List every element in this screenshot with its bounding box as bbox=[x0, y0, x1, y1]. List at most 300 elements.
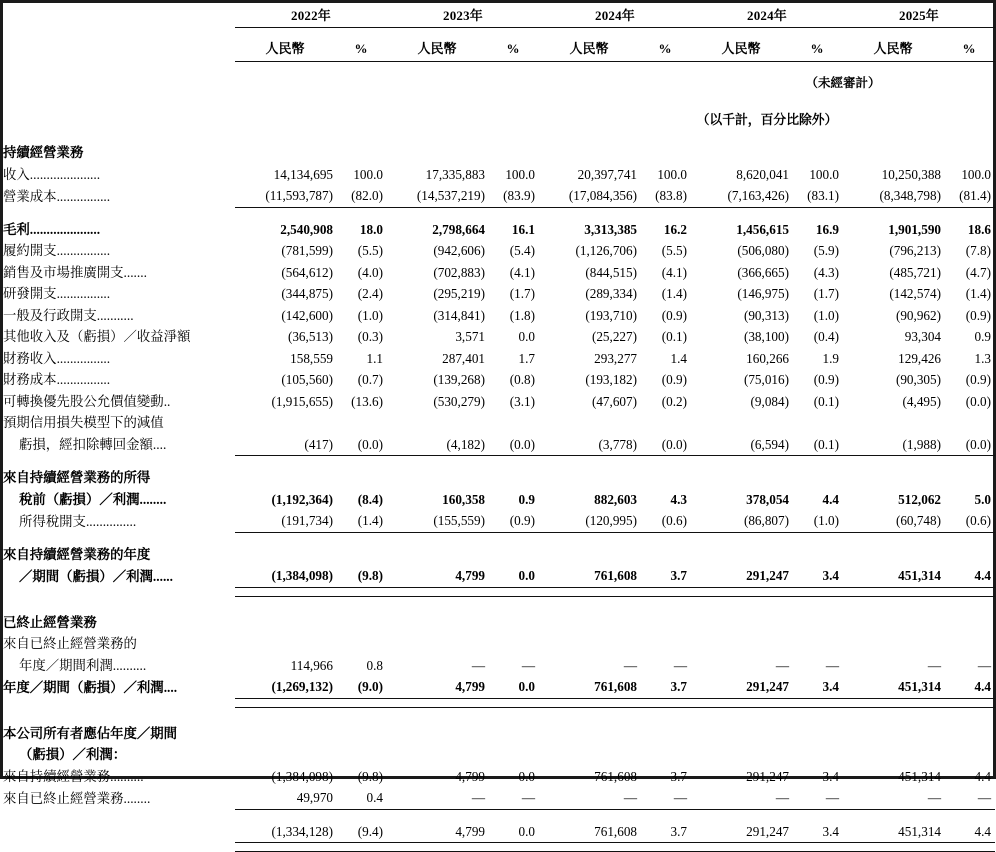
rule-rmb-2024 bbox=[539, 62, 639, 70]
fin-cost-2022-pct: (0.7) bbox=[357, 372, 383, 387]
cont-profit-2023-rmb: 4,799 bbox=[455, 568, 485, 583]
rnd-2024-rmb: (289,334) bbox=[585, 286, 637, 301]
gross-profit-2022-rmb: 2,540,908 bbox=[280, 221, 333, 237]
table-row-pbt-line1 bbox=[3, 467, 995, 489]
units-note-row bbox=[3, 91, 995, 142]
cost-2025i-pct: (81.4) bbox=[959, 188, 991, 203]
rnd-2022-rmb: (344,875) bbox=[281, 286, 333, 301]
gross-profit-2023-pct: 16.1 bbox=[511, 221, 535, 237]
header-year-2023: 2023年 bbox=[443, 8, 483, 23]
rule-pct-2024 bbox=[639, 62, 691, 70]
revenue-2022-pct: 100.0 bbox=[353, 166, 383, 182]
row-label-attributable-discontinued: 來自已終止經營業務........ bbox=[3, 790, 151, 806]
units-note: （以千計，百分比除外） bbox=[696, 113, 838, 127]
cont-profit-2022-rmb: (1,384,098) bbox=[271, 568, 333, 583]
section-continuing-row bbox=[3, 142, 995, 164]
attr-disc-2024i-rmb: — bbox=[775, 790, 789, 805]
ecl-2025i-rmb: (1,988) bbox=[902, 436, 941, 452]
pbt-2022-pct: (8.4) bbox=[357, 491, 383, 507]
tax-2024-pct: (0.6) bbox=[661, 513, 687, 528]
table-row-admin-expenses bbox=[3, 305, 995, 327]
row-label-ecl-line2: 虧損，經扣除轉回金額.... bbox=[19, 437, 167, 452]
header-rmb-2024: 人民幣 bbox=[569, 41, 609, 56]
ecl-2023-rmb: (4,182) bbox=[446, 436, 485, 452]
conv-pref-2024-pct: (0.2) bbox=[661, 393, 687, 409]
attr-cont-2023-pct: 0.0 bbox=[518, 768, 535, 784]
ecl-2024-rmb: (3,778) bbox=[598, 436, 637, 452]
disc-profit-2023-rmb: — bbox=[471, 657, 485, 673]
attr-total-2024-pct: 3.7 bbox=[670, 823, 687, 839]
header-rmb-2023: 人民幣 bbox=[417, 41, 457, 56]
cost-2024i-pct: (83.1) bbox=[807, 188, 839, 203]
fin-income-2023-pct: 1.7 bbox=[518, 350, 535, 366]
attr-total-2024-rmb: 761,608 bbox=[594, 823, 637, 839]
fin-income-2022-rmb: 158,559 bbox=[290, 350, 333, 366]
fulfilment-2024-pct: (5.5) bbox=[661, 243, 687, 258]
fulfilment-2023-rmb: (942,606) bbox=[433, 243, 485, 258]
table-row-attributable-total bbox=[3, 821, 995, 843]
selling-2025i-rmb: (485,721) bbox=[889, 264, 941, 280]
tax-2023-pct: (0.9) bbox=[509, 513, 535, 528]
rule-pct-2025-interim bbox=[943, 62, 995, 70]
cont-profit-2023-pct: 0.0 bbox=[518, 568, 535, 583]
attr-disc-2024-pct: — bbox=[673, 790, 687, 805]
ecl-2024i-pct: (0.1) bbox=[813, 436, 839, 452]
gross-profit-2024i-pct: 16.9 bbox=[815, 221, 839, 237]
row-label-pbt-line2: 稅前（虧損）／利潤........ bbox=[19, 491, 167, 507]
row-label-pbt-line1: 來自持續經營業務的所得 bbox=[3, 470, 151, 485]
rule-year-2024 bbox=[539, 28, 691, 36]
fin-cost-2025i-rmb: (90,305) bbox=[895, 372, 941, 387]
other-income-2023-rmb: 3,571 bbox=[455, 329, 485, 344]
revenue-2022-rmb: 14,134,695 bbox=[273, 166, 333, 182]
period-profit-2023-pct: 0.0 bbox=[518, 679, 535, 694]
row-label-finance-income: 財務收入................ bbox=[3, 350, 111, 366]
rnd-2024i-rmb: (146,975) bbox=[737, 286, 789, 301]
cont-profit-2024-pct: 3.7 bbox=[670, 568, 687, 583]
rule-year-2023 bbox=[387, 28, 539, 36]
conv-pref-2022-pct: (13.6) bbox=[351, 393, 383, 409]
row-label-fulfilment-expenses: 履約開支................ bbox=[3, 243, 111, 258]
revenue-2025i-rmb: 10,250,388 bbox=[881, 166, 941, 182]
row-label-other-income: 其他收入及（虧損）／收益淨額 bbox=[3, 329, 191, 344]
conv-pref-2024i-rmb: (9,084) bbox=[750, 393, 789, 409]
section-continuing-title: 持續經營業務 bbox=[3, 145, 84, 160]
table-row-discontinued-profit-line1 bbox=[3, 633, 995, 655]
cost-2022-rmb: (11,593,787) bbox=[265, 188, 333, 203]
other-income-2022-rmb: (36,513) bbox=[287, 329, 333, 344]
header-rmb-2024-interim: 人民幣 bbox=[721, 41, 761, 56]
row-label-discontinued-profit-line2: 年度／期間利潤.......... bbox=[19, 657, 147, 673]
other-income-2024-pct: (0.1) bbox=[661, 329, 687, 344]
period-profit-2025i-rmb: 451,314 bbox=[898, 679, 941, 694]
header-year-2025-interim: 2025年 bbox=[899, 8, 939, 23]
table-row-rnd-expenses bbox=[3, 283, 995, 305]
row-label-selling-expenses: 銷售及市場推廣開支....... bbox=[3, 264, 147, 280]
table-row-attributable-discontinued bbox=[3, 787, 995, 809]
pbt-2025i-rmb: 512,062 bbox=[898, 491, 941, 507]
admin-2024-pct: (0.9) bbox=[661, 307, 687, 323]
conv-pref-2022-rmb: (1,915,655) bbox=[271, 393, 333, 409]
cont-profit-2024i-rmb: 291,247 bbox=[746, 568, 789, 583]
total-rule-attributable-total bbox=[3, 843, 995, 852]
other-income-2024i-rmb: (38,100) bbox=[743, 329, 789, 344]
fin-cost-2024i-rmb: (75,016) bbox=[743, 372, 789, 387]
rule-year-2024-interim bbox=[691, 28, 843, 36]
gross-profit-2022-pct: 18.0 bbox=[359, 221, 383, 237]
selling-2024i-rmb: (366,665) bbox=[737, 264, 789, 280]
disc-profit-2022-pct: 0.8 bbox=[366, 657, 383, 673]
rule-year-2022 bbox=[235, 28, 387, 36]
attr-total-2022-pct: (9.4) bbox=[357, 823, 383, 839]
gross-profit-2024-rmb: 3,313,385 bbox=[584, 221, 637, 237]
cont-profit-2025i-pct: 4.4 bbox=[974, 568, 991, 583]
fulfilment-2025i-rmb: (796,213) bbox=[889, 243, 941, 258]
admin-2022-pct: (1.0) bbox=[357, 307, 383, 323]
other-income-2024i-pct: (0.4) bbox=[813, 329, 839, 344]
revenue-2025i-pct: 100.0 bbox=[961, 166, 991, 182]
rnd-2022-pct: (2.4) bbox=[357, 286, 383, 301]
attr-cont-2024-pct: 3.7 bbox=[670, 768, 687, 784]
header-year-rule-row bbox=[3, 28, 995, 36]
period-profit-2024-rmb: 761,608 bbox=[594, 679, 637, 694]
table-row-cost-of-sales bbox=[3, 185, 995, 207]
pbt-2024i-pct: 4.4 bbox=[822, 491, 839, 507]
period-profit-2024-pct: 3.7 bbox=[670, 679, 687, 694]
fin-cost-2023-pct: (0.8) bbox=[509, 372, 535, 387]
table-row-attributable-continuing bbox=[3, 766, 995, 788]
other-income-2025i-pct: 0.9 bbox=[974, 329, 991, 344]
admin-2024i-rmb: (90,313) bbox=[743, 307, 789, 323]
rule-rmb-2023 bbox=[387, 62, 487, 70]
conv-pref-2024i-pct: (0.1) bbox=[813, 393, 839, 409]
fin-cost-2022-rmb: (105,560) bbox=[281, 372, 333, 387]
attr-cont-2024i-pct: 3.4 bbox=[822, 768, 839, 784]
cost-2022-pct: (82.0) bbox=[351, 188, 383, 203]
row-label-convertible-pref-fv: 可轉換優先股公允價值變動.. bbox=[3, 393, 171, 409]
section-attributable-row-line2 bbox=[3, 744, 995, 766]
selling-2024i-pct: (4.3) bbox=[813, 264, 839, 280]
attr-total-2024i-pct: 3.4 bbox=[822, 823, 839, 839]
cost-2025i-rmb: (8,348,798) bbox=[879, 188, 941, 203]
attr-cont-2022-rmb: (1,384,098) bbox=[271, 768, 333, 784]
rnd-2024i-pct: (1.7) bbox=[813, 286, 839, 301]
rnd-2024-pct: (1.4) bbox=[661, 286, 687, 301]
tax-2023-rmb: (155,559) bbox=[433, 513, 485, 528]
ecl-2022-rmb: (417) bbox=[304, 436, 333, 452]
selling-2022-pct: (4.0) bbox=[357, 264, 383, 280]
table-row-ecl-line2 bbox=[3, 434, 995, 456]
header-pct-2022: % bbox=[354, 41, 368, 56]
fin-income-2022-pct: 1.1 bbox=[366, 350, 383, 366]
cost-2024-rmb: (17,084,356) bbox=[568, 188, 637, 203]
rnd-2023-pct: (1.7) bbox=[509, 286, 535, 301]
row-label-continuing-profit-line2: ／期間（虧損）／利潤...... bbox=[19, 568, 173, 584]
rnd-2023-rmb: (295,219) bbox=[433, 286, 485, 301]
header-subcolumn-row bbox=[3, 35, 995, 62]
ecl-2023-pct: (0.0) bbox=[509, 436, 535, 452]
fin-cost-2024-rmb: (193,182) bbox=[585, 372, 637, 387]
header-rmb-2022: 人民幣 bbox=[265, 41, 305, 56]
table-row-finance-cost bbox=[3, 369, 995, 391]
pbt-2023-pct: 0.9 bbox=[518, 491, 535, 507]
income-statement-table bbox=[3, 5, 995, 852]
period-profit-2024i-pct: 3.4 bbox=[822, 679, 839, 694]
attr-cont-2025i-rmb: 451,314 bbox=[898, 768, 941, 784]
table-row-period-profit bbox=[3, 676, 995, 698]
admin-2023-pct: (1.8) bbox=[509, 307, 535, 323]
selling-2025i-pct: (4.7) bbox=[965, 264, 991, 280]
fin-cost-2024i-pct: (0.9) bbox=[813, 372, 839, 387]
attr-total-2025i-rmb: 451,314 bbox=[898, 823, 941, 839]
admin-2023-rmb: (314,841) bbox=[433, 307, 485, 323]
other-income-2025i-rmb: 93,304 bbox=[904, 329, 941, 344]
table-row-other-income bbox=[3, 326, 995, 348]
admin-2025i-pct: (0.9) bbox=[965, 307, 991, 323]
gross-profit-2024-pct: 16.2 bbox=[663, 221, 687, 237]
unaudited-note: （未經審計） bbox=[805, 76, 881, 90]
row-label-continuing-profit-line1: 來自持續經營業務的年度 bbox=[3, 546, 151, 562]
cost-2024i-rmb: (7,163,426) bbox=[727, 188, 789, 203]
selling-2024-pct: (4.1) bbox=[661, 264, 687, 280]
attr-cont-2024i-rmb: 291,247 bbox=[746, 768, 789, 784]
attr-cont-2023-rmb: 4,799 bbox=[455, 768, 485, 784]
subtotal-rule-continuing-profit bbox=[3, 532, 995, 540]
tax-2025i-pct: (0.6) bbox=[965, 513, 991, 528]
pbt-2024i-rmb: 378,054 bbox=[746, 491, 789, 507]
rule-year-2025-interim bbox=[843, 28, 995, 36]
rnd-2025i-rmb: (142,574) bbox=[889, 286, 941, 301]
period-profit-2025i-pct: 4.4 bbox=[974, 679, 991, 694]
table-row-continuing-profit-line1 bbox=[3, 544, 995, 566]
attr-cont-2022-pct: (9.8) bbox=[357, 768, 383, 784]
unaudited-note-row bbox=[3, 69, 995, 91]
rule-pct-2023 bbox=[487, 62, 539, 70]
pbt-2023-rmb: 160,358 bbox=[442, 491, 485, 507]
section-discontinued-title: 已終止經營業務 bbox=[3, 614, 97, 630]
attr-disc-2025i-pct: — bbox=[977, 790, 991, 805]
fin-cost-2025i-pct: (0.9) bbox=[965, 372, 991, 387]
gross-profit-2025i-rmb: 1,901,590 bbox=[888, 221, 941, 237]
tax-2025i-rmb: (60,748) bbox=[895, 513, 941, 528]
table-row-income-tax bbox=[3, 510, 995, 532]
table-row-fulfilment-expenses bbox=[3, 240, 995, 262]
total-rule-period-profit bbox=[3, 698, 995, 707]
conv-pref-2025i-rmb: (4,495) bbox=[902, 393, 941, 409]
period-profit-2023-rmb: 4,799 bbox=[455, 679, 485, 694]
gross-profit-2024i-rmb: 1,456,615 bbox=[736, 221, 789, 237]
header-pct-2024-interim: % bbox=[810, 41, 824, 56]
attr-disc-2022-pct: 0.4 bbox=[366, 790, 383, 805]
fulfilment-2024-rmb: (1,126,706) bbox=[575, 243, 637, 258]
header-year-row bbox=[3, 5, 995, 28]
attr-disc-2023-pct: — bbox=[521, 790, 535, 805]
period-profit-2022-rmb: (1,269,132) bbox=[271, 679, 333, 694]
attr-total-2024i-rmb: 291,247 bbox=[746, 823, 789, 839]
admin-2025i-rmb: (90,962) bbox=[895, 307, 941, 323]
table-row-revenue bbox=[3, 164, 995, 186]
selling-2024-rmb: (844,515) bbox=[585, 264, 637, 280]
conv-pref-2023-pct: (3.1) bbox=[509, 393, 535, 409]
row-label-cost-of-sales: 營業成本................ bbox=[3, 188, 111, 204]
conv-pref-2025i-pct: (0.0) bbox=[965, 393, 991, 409]
selling-2022-rmb: (564,612) bbox=[281, 264, 333, 280]
other-income-2022-pct: (0.3) bbox=[357, 329, 383, 344]
admin-2024i-pct: (1.0) bbox=[813, 307, 839, 323]
rule-rmb-2025-interim bbox=[843, 62, 943, 70]
fin-income-2024-pct: 1.4 bbox=[670, 350, 687, 366]
rule-rmb-2024-interim bbox=[691, 62, 791, 70]
admin-2022-rmb: (142,600) bbox=[281, 307, 333, 323]
attr-disc-2022-rmb: 49,970 bbox=[296, 790, 333, 805]
row-label-gross-profit: 毛利..................... bbox=[3, 221, 101, 237]
row-label-finance-cost: 財務成本................ bbox=[3, 372, 111, 387]
revenue-2023-pct: 100.0 bbox=[505, 166, 535, 182]
header-pct-2024: % bbox=[658, 41, 672, 56]
header-year-2022: 2022年 bbox=[291, 8, 331, 23]
total-rule-continuing-profit bbox=[3, 587, 995, 596]
revenue-2024-rmb: 20,397,741 bbox=[577, 166, 637, 182]
disc-profit-2024i-rmb: — bbox=[775, 657, 789, 673]
conv-pref-2024-rmb: (47,607) bbox=[591, 393, 637, 409]
ecl-2025i-pct: (0.0) bbox=[965, 436, 991, 452]
table-row-gross-profit bbox=[3, 219, 995, 241]
row-label-period-profit: 年度／期間（虧損）／利潤.... bbox=[3, 679, 178, 695]
cont-profit-2024i-pct: 3.4 bbox=[822, 568, 839, 583]
row-label-rnd-expenses: 研發開支................ bbox=[3, 286, 111, 301]
revenue-2024i-rmb: 8,620,041 bbox=[736, 166, 789, 182]
fulfilment-2022-pct: (5.5) bbox=[357, 243, 383, 258]
fin-income-2025i-pct: 1.3 bbox=[974, 350, 991, 366]
attr-disc-2024-rmb: — bbox=[623, 790, 637, 805]
subtotal-rule-gross-profit bbox=[3, 207, 995, 215]
tax-2024i-rmb: (86,807) bbox=[743, 513, 789, 528]
table-row-discontinued-profit-line2 bbox=[3, 655, 995, 677]
selling-2023-rmb: (702,883) bbox=[433, 264, 485, 280]
section-attributable-row bbox=[3, 723, 995, 745]
other-income-2023-pct: 0.0 bbox=[518, 329, 535, 344]
fin-income-2025i-rmb: 129,426 bbox=[898, 350, 941, 366]
table-row-finance-income bbox=[3, 348, 995, 370]
attr-total-2025i-pct: 4.4 bbox=[974, 823, 991, 839]
gross-profit-2025i-pct: 18.6 bbox=[967, 221, 991, 237]
cost-2024-pct: (83.8) bbox=[655, 188, 687, 203]
row-label-discontinued-profit-line1: 來自已終止經營業務的 bbox=[3, 636, 137, 651]
period-profit-2022-pct: (9.0) bbox=[357, 679, 383, 694]
cont-profit-2025i-rmb: 451,314 bbox=[898, 568, 941, 583]
section-attributable-title: 本公司所有者應佔年度／期間 bbox=[3, 725, 178, 741]
fin-income-2024i-rmb: 160,266 bbox=[746, 350, 789, 366]
section-attributable-title-line2: （虧損）／利潤： bbox=[19, 747, 127, 762]
row-label-admin-expenses: 一般及行政開支........... bbox=[3, 307, 134, 323]
table-row-convertible-pref-fv bbox=[3, 391, 995, 413]
fulfilment-2024i-rmb: (506,080) bbox=[737, 243, 789, 258]
rnd-2025i-pct: (1.4) bbox=[965, 286, 991, 301]
pbt-2024-pct: 4.3 bbox=[670, 491, 687, 507]
row-label-attributable-total bbox=[3, 821, 235, 843]
attr-disc-2024i-pct: — bbox=[825, 790, 839, 805]
other-income-2024-rmb: (25,227) bbox=[591, 329, 637, 344]
table-row-ecl-line1 bbox=[3, 412, 995, 434]
header-pct-2025-interim: % bbox=[962, 41, 976, 56]
tax-2022-rmb: (191,734) bbox=[281, 513, 333, 528]
attr-cont-2024-rmb: 761,608 bbox=[594, 768, 637, 784]
fin-income-2023-rmb: 287,401 bbox=[442, 350, 485, 366]
gross-profit-2023-rmb: 2,798,664 bbox=[432, 221, 485, 237]
fin-cost-2023-rmb: (139,268) bbox=[433, 372, 485, 387]
fulfilment-2023-pct: (5.4) bbox=[509, 243, 535, 258]
attr-total-2023-rmb: 4,799 bbox=[455, 823, 485, 839]
header-corner bbox=[3, 5, 235, 28]
row-label-income-tax: 所得稅開支............... bbox=[19, 513, 137, 529]
cost-2023-pct: (83.9) bbox=[503, 188, 535, 203]
table-row-pbt-line2 bbox=[3, 489, 995, 511]
disc-profit-2025i-pct: — bbox=[977, 657, 991, 673]
fin-income-2024i-pct: 1.9 bbox=[822, 350, 839, 366]
row-label-attributable-continuing: 來自持續經營業務.......... bbox=[3, 768, 144, 784]
header-year-2024-interim: 2024年 bbox=[747, 8, 787, 23]
subtotal-rule-attributable-total bbox=[3, 809, 995, 817]
disc-profit-2024i-pct: — bbox=[825, 657, 839, 673]
cont-profit-2022-pct: (9.8) bbox=[357, 568, 383, 583]
ecl-2022-pct: (0.0) bbox=[357, 436, 383, 452]
rule-rmb-2022 bbox=[235, 62, 335, 70]
table-row-continuing-profit-line2 bbox=[3, 565, 995, 587]
pbt-2022-rmb: (1,192,364) bbox=[271, 491, 333, 507]
ecl-2024-pct: (0.0) bbox=[661, 436, 687, 452]
cont-profit-2024-rmb: 761,608 bbox=[594, 568, 637, 583]
disc-profit-2025i-rmb: — bbox=[927, 657, 941, 673]
row-label-revenue: 收入..................... bbox=[3, 166, 101, 182]
attr-total-2022-rmb: (1,334,128) bbox=[271, 823, 333, 839]
disc-profit-2022-rmb: 114,966 bbox=[290, 657, 333, 673]
row-label-ecl-line1: 預期信用損失模型下的減值 bbox=[3, 415, 164, 430]
fin-income-2024-rmb: 293,277 bbox=[594, 350, 637, 366]
revenue-2023-rmb: 17,335,883 bbox=[425, 166, 485, 182]
header-year-2024: 2024年 bbox=[595, 8, 635, 23]
tax-2022-pct: (1.4) bbox=[357, 513, 383, 528]
subtotal-rule-profit-before-tax bbox=[3, 456, 995, 464]
disc-profit-2024-pct: — bbox=[673, 657, 687, 673]
attr-disc-2023-rmb: — bbox=[471, 790, 485, 805]
fulfilment-2022-rmb: (781,599) bbox=[281, 243, 333, 258]
attr-total-2023-pct: 0.0 bbox=[518, 823, 535, 839]
fin-cost-2024-pct: (0.9) bbox=[661, 372, 687, 387]
fulfilment-2024i-pct: (5.9) bbox=[813, 243, 839, 258]
rule-pct-2024-interim bbox=[791, 62, 843, 70]
revenue-2024i-pct: 100.0 bbox=[809, 166, 839, 182]
admin-2024-rmb: (193,710) bbox=[585, 307, 637, 323]
attr-cont-2025i-pct: 4.4 bbox=[974, 768, 991, 784]
header-rmb-2025-interim: 人民幣 bbox=[873, 41, 913, 56]
disc-profit-2024-rmb: — bbox=[623, 657, 637, 673]
pbt-2024-rmb: 882,603 bbox=[594, 491, 637, 507]
header-subcolumn-rule-row bbox=[3, 62, 995, 70]
fulfilment-2025i-pct: (7.8) bbox=[965, 243, 991, 258]
period-profit-2024i-rmb: 291,247 bbox=[746, 679, 789, 694]
attr-disc-2025i-rmb: — bbox=[927, 790, 941, 805]
tax-2024i-pct: (1.0) bbox=[813, 513, 839, 528]
pbt-2025i-pct: 5.0 bbox=[974, 491, 991, 507]
section-discontinued-row bbox=[3, 612, 995, 634]
tax-2024-rmb: (120,995) bbox=[585, 513, 637, 528]
selling-2023-pct: (4.1) bbox=[509, 264, 535, 280]
cost-2023-rmb: (14,537,219) bbox=[416, 188, 485, 203]
ecl-2024i-rmb: (6,594) bbox=[750, 436, 789, 452]
table-row-selling-expenses bbox=[3, 262, 995, 284]
conv-pref-2023-rmb: (530,279) bbox=[433, 393, 485, 409]
disc-profit-2023-pct: — bbox=[521, 657, 535, 673]
